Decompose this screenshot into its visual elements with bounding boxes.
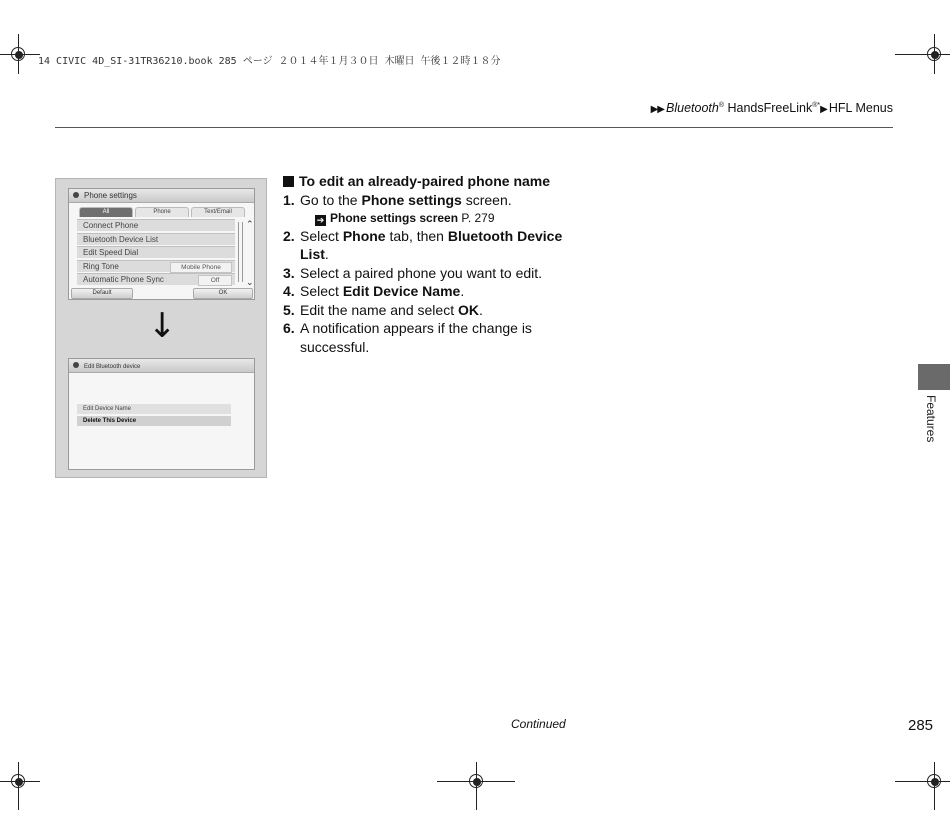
breadcrumb-arrow-icon: ▶▶: [650, 104, 664, 115]
section-label: Features: [924, 395, 938, 443]
step-5: 5. Edit the name and select OK.: [283, 301, 483, 318]
list-item[interactable]: Ring Tone Mobile Phone: [77, 260, 235, 272]
registration-mark-icon: [923, 43, 947, 67]
breadcrumb: [651, 101, 893, 115]
section-tab[interactable]: [918, 364, 950, 390]
scrollbar[interactable]: [238, 219, 254, 291]
section-heading: To edit an already-paired phone name: [283, 172, 583, 191]
device-options-list: [77, 404, 231, 428]
step-2: 2. Select Phone tab, then Bluetooth Device List.: [283, 227, 563, 262]
tab-text-email[interactable]: Text/Email: [191, 207, 245, 217]
registration-mark-icon: [7, 43, 31, 67]
print-slug: 14 CIVIC 4D_SI-31TR36210.book 285 ページ ２０１４年１月３０日 木曜日 午後１２時１８分: [38, 56, 501, 67]
phone-settings-screen: [68, 188, 255, 300]
edit-device-name-item[interactable]: Edit Device Name: [77, 404, 231, 414]
scroll-down-icon[interactable]: ⌄: [246, 277, 254, 287]
menu-dot-icon: [73, 362, 79, 368]
continued-note: Continued: [511, 717, 566, 731]
list-item[interactable]: Edit Speed Dial: [77, 246, 235, 258]
registered-mark: ®: [718, 101, 724, 109]
step-1: 1. Go to the Phone settings screen.: [283, 192, 512, 208]
screen-title: Phone settings: [84, 191, 137, 200]
page-reference[interactable]: ➔ Phone settings screen P. 279: [316, 210, 495, 225]
breadcrumb-handsfreelink: HandsFreeLink: [724, 101, 813, 115]
reference-arrow-icon: ➔: [316, 214, 325, 225]
breadcrumb-hfl-menus: HFL Menus: [828, 101, 893, 115]
default-button[interactable]: Default: [71, 288, 133, 299]
settings-list: [77, 219, 235, 287]
ring-tone-value: Mobile Phone: [170, 262, 232, 273]
breadcrumb-bluetooth: Bluetooth: [666, 101, 719, 115]
registered-mark: ®*: [812, 101, 821, 109]
step-6: 6. A notification appears if the change is successful.: [283, 320, 532, 355]
delete-device-item[interactable]: Delete This Device: [77, 416, 231, 426]
header-rule: [55, 127, 893, 128]
list-item[interactable]: Bluetooth Device List: [77, 233, 235, 245]
arrow-down-icon: ↓: [148, 306, 177, 346]
auto-sync-value: Off: [198, 275, 232, 286]
screenshot-panel: [55, 178, 267, 478]
screen-title-bar: [69, 359, 254, 373]
registration-mark-icon: [7, 770, 31, 794]
menu-dot-icon: [73, 192, 79, 198]
edit-bluetooth-device-screen: [68, 358, 255, 470]
scroll-up-icon[interactable]: ⌃: [246, 219, 254, 229]
list-item[interactable]: Automatic Phone Sync Off: [77, 273, 235, 285]
breadcrumb-arrow-icon: ▶: [820, 104, 827, 115]
ok-button[interactable]: OK: [193, 288, 253, 299]
step-4: 4. Select Edit Device Name.: [283, 283, 465, 299]
step-3: 3. Select a paired phone you want to edit.: [283, 264, 543, 281]
page-number: 285: [908, 717, 934, 734]
tab-all[interactable]: All: [79, 207, 133, 217]
heading-square-icon: [283, 176, 294, 187]
screen-title-bar: [69, 189, 254, 203]
registration-mark-icon: [923, 770, 947, 794]
list-item[interactable]: Connect Phone: [77, 219, 235, 231]
registration-mark-icon: [465, 770, 489, 794]
tab-phone[interactable]: Phone: [135, 207, 189, 217]
instructions: [283, 172, 583, 356]
screen-title: Edit Bluetooth device: [84, 364, 141, 370]
